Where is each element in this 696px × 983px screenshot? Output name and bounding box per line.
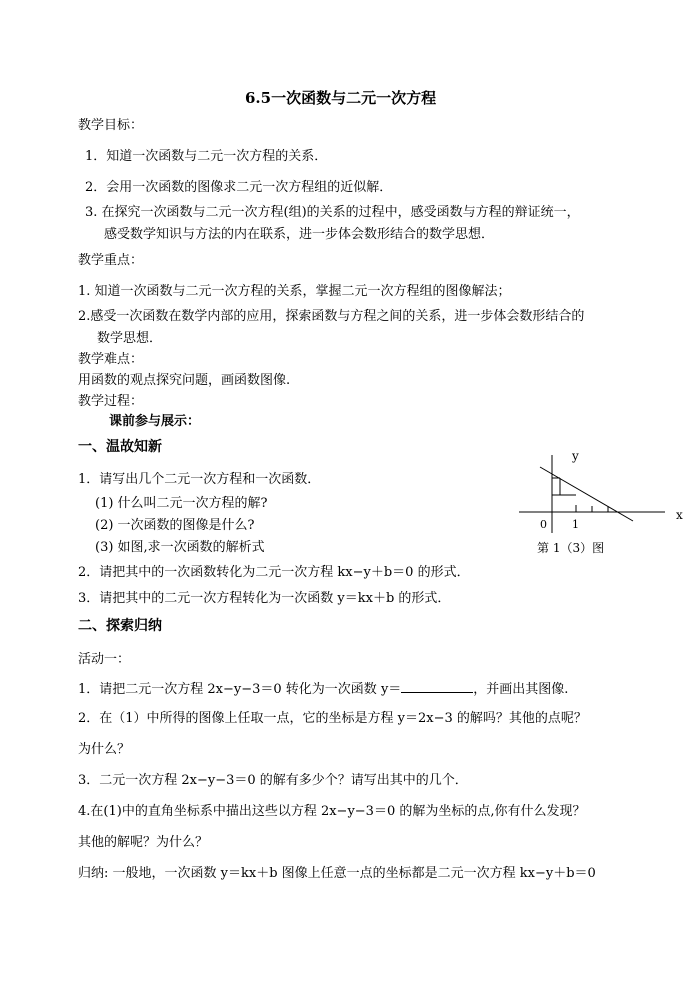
activity-label: 活动一： (78, 652, 131, 667)
pre-class-heading: 课前参与展示： (109, 414, 201, 429)
y-axis-label: y (572, 449, 579, 463)
question-item: 其他的解呢？为什么？ (78, 835, 209, 850)
x-axis-label: x (676, 508, 683, 522)
key-point: 数学思想． (97, 331, 163, 346)
question-item: 3．请把其中的二元一次方程转化为一次函数 y＝kx＋b 的形式． (78, 591, 451, 606)
question-item: 3．二元一次方程 2x−y−3＝0 的解有多少个？请写出其中的几个． (78, 773, 468, 788)
key-point: 1. 知道一次函数与二元一次方程的关系，掌握二元一次方程组的图像解法； (78, 284, 511, 299)
tick-label: 1 (572, 518, 579, 531)
key-heading: 教学重点： (78, 253, 144, 268)
sub-question: (2) 一次函数的图像是什么? (95, 518, 255, 533)
difficulty-heading: 教学难点： (78, 352, 144, 367)
question-item: 2．在（1）中所得的图像上任取一点，它的坐标是方程 y＝2x−3 的解吗？其他的点呢？ (78, 711, 587, 726)
page-title: 6.5一次函数与二元一次方程 (245, 89, 437, 107)
difficulty-text: 用函数的观点探究问题，画函数图像. (78, 373, 291, 388)
objective-item: 1．知道一次函数与二元一次方程的关系． (85, 149, 328, 164)
function-line (540, 467, 633, 521)
summary-text: 归纳: 一般地，一次函数 y＝kx＋b 图像上任意一点的坐标都是二元一次方程 kx−y＋b＝0 (78, 866, 596, 881)
answer-blank (401, 680, 473, 693)
question-item: 为什么？ (78, 742, 131, 757)
objective-item: 2．会用一次函数的图像求二元一次方程组的近似解． (85, 180, 393, 195)
question-item: 1．请写出几个二元一次方程和一次函数． (78, 472, 321, 487)
objective-item: 3. 在探究一次函数与二元一次方程(组)的关系的过程中，感受函数与方程的辩证统一， (85, 205, 580, 220)
question-item: 2．请把其中的一次函数转化为二元一次方程 kx−y＋b＝0 的形式． (78, 565, 470, 580)
key-point: 2.感受一次函数在数学内部的应用，探索函数与方程之间的关系，进一步体会数形结合的 (78, 309, 585, 324)
objective-item: 感受数学知识与方法的内在联系，进一步体会数形结合的数学思想． (104, 227, 495, 242)
sub-question: (3) 如图,求一次函数的解析式 (95, 540, 265, 555)
figure-caption: 第 1（3）图 (537, 541, 605, 555)
question-item (78, 680, 568, 698)
objectives-heading: 教学目标： (78, 118, 144, 133)
question-text: 1．请把二元一次方程 2x−y−3＝0 转化为一次函数 y＝ (78, 682, 402, 697)
question-text: ，并画出其图像. (473, 682, 569, 697)
question-item: 4.在(1)中的直角坐标系中描出这些以方程 2x−y−3＝0 的解为坐标的点,你有什么发现？ (78, 804, 586, 819)
origin-label: 0 (540, 518, 547, 531)
section-heading-explore: 二、探索归纳 (78, 618, 162, 634)
line-graph-figure (515, 445, 695, 545)
sub-question: (1) 什么叫二元一次方程的解? (95, 496, 268, 511)
process-heading: 教学过程： (78, 394, 144, 409)
section-heading-review: 一、温故知新 (78, 439, 162, 455)
